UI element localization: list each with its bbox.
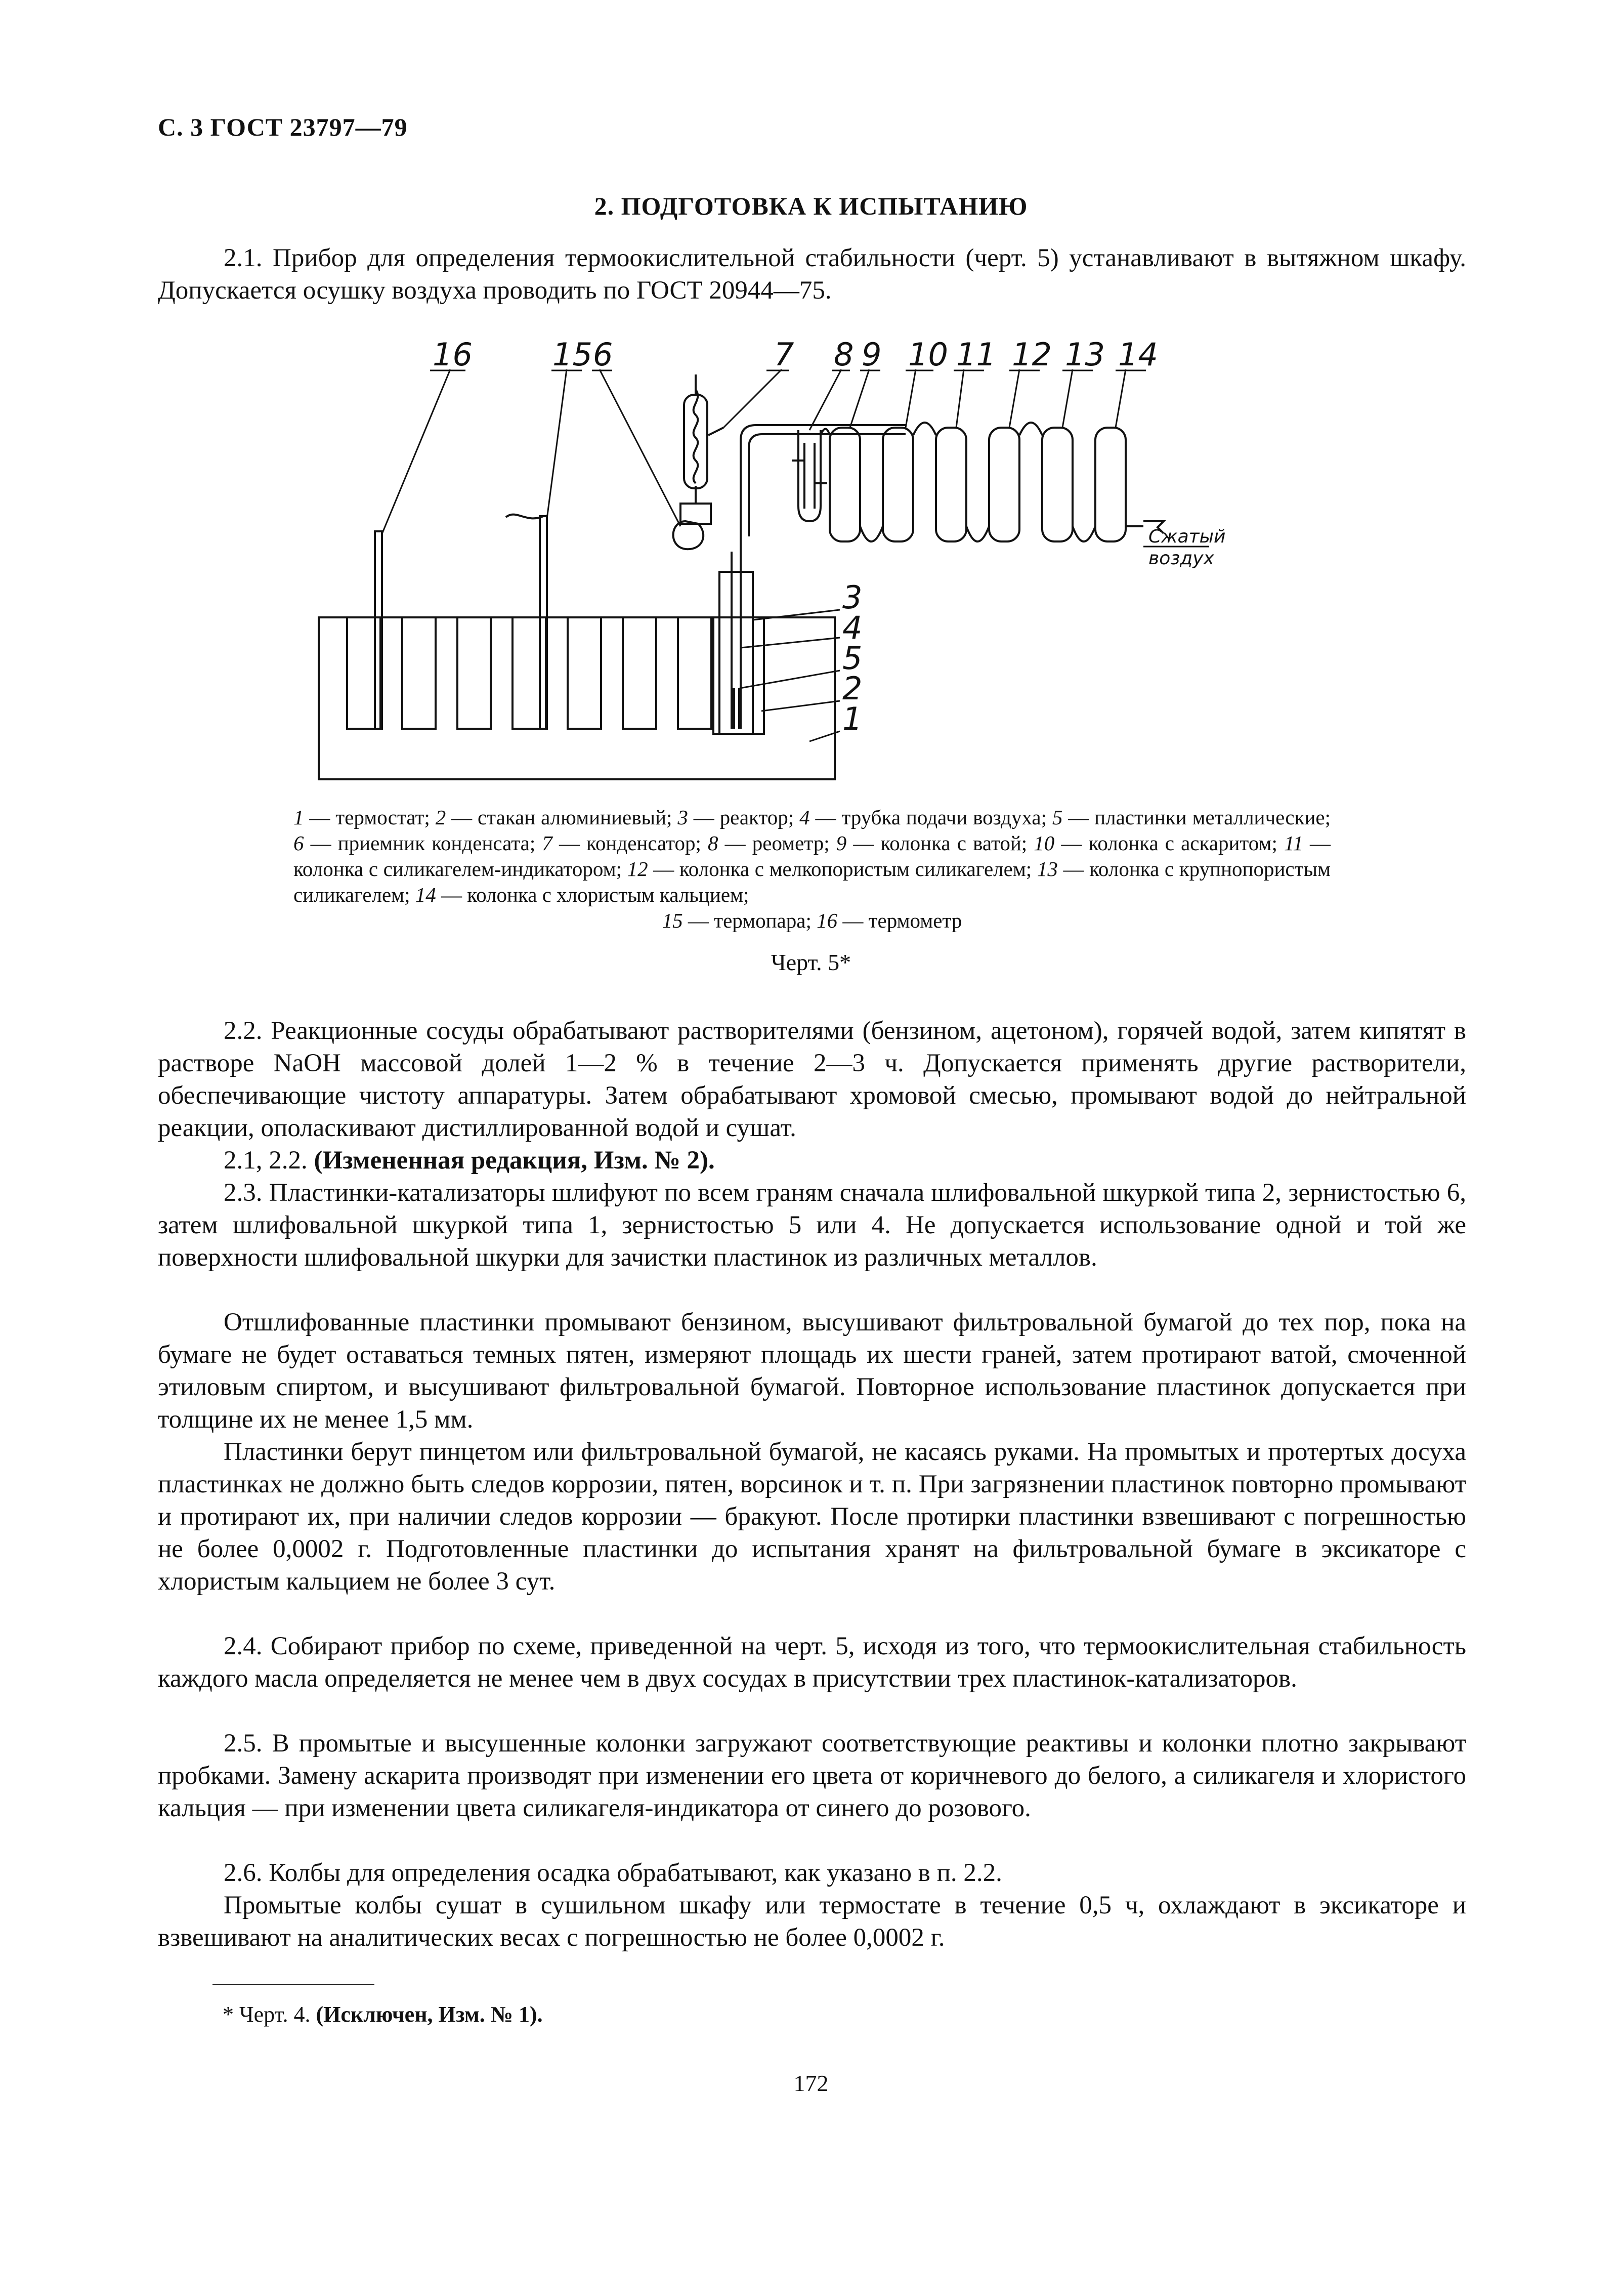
leader-13 xyxy=(1062,369,1073,428)
fig-label-3: 3 xyxy=(842,579,863,616)
caption-item: 12 — колонка с мелкопористым силикагелем; xyxy=(627,857,1037,881)
vessel xyxy=(457,617,491,729)
caption-item: 4 — трубка подачи воздуха; xyxy=(799,806,1052,829)
caption-item: 6 — приемник конденсата; xyxy=(293,831,542,855)
caption-last-line: 15 — термопара; 16 — термометр xyxy=(662,909,962,932)
vessel xyxy=(513,617,546,729)
fig-label-6: 6 xyxy=(593,336,613,373)
fig-label-15: 15 xyxy=(552,336,592,373)
reactor xyxy=(719,572,753,734)
fig-label-9: 9 xyxy=(862,336,882,373)
fig-label-13: 13 xyxy=(1065,336,1105,373)
fig-label-16: 16 xyxy=(433,336,473,373)
fig-label-11: 11 xyxy=(956,336,996,373)
figure-caption xyxy=(293,805,1331,934)
caption-item: 3 — реактор; xyxy=(677,806,800,829)
vessel xyxy=(402,617,436,729)
caption-item: 5 — пластинки металлические; xyxy=(1052,806,1331,829)
page-number: 172 xyxy=(793,2070,829,2096)
fig-label-2: 2 xyxy=(842,670,863,707)
leader-12 xyxy=(1009,369,1019,428)
apparatus-diagram xyxy=(304,334,1326,789)
paragraph-2-3-c: Пластинки берут пинцетом или фильтровальной бумагой, не касаясь руками. На промытых и протертых досуха пластинках не должно быть следов коррозии, пятен, ворсинок и т. п. При загрязнении пластинок повторно промывают и протирают их, при наличии следов коррозии — бракуют. После протирки пластинки взвешивают с погрешностью не более 0,0002 г. Подготовленные пластинки до испытания хранят на фильтровальной бумаге в эксикаторе с хлористым кальцием не более 3 сут. xyxy=(158,1438,1466,1596)
fig-label-7: 7 xyxy=(774,336,794,373)
section-title: 2. ПОДГОТОВКА К ИСПЫТАНИЮ xyxy=(594,192,1028,220)
fig-label-8: 8 xyxy=(834,336,854,373)
leader-15 xyxy=(547,369,567,519)
caption-item: 13 — колонка с крупнопористым силикагелем; xyxy=(293,857,1331,906)
caption-item: 14 — колонка с хлористым кальцием; xyxy=(415,883,749,906)
paragraph-2-5: 2.5. В промытые и высушенные колонки загружают соответствующие реактивы и колонки плотно закрывают пробками. Замену аскарита производят при изменении его цвета от коричневого до белого, а силикагеля и хлористого кальция — при изменении цвета силикагеля-индикатора от синего до розового. xyxy=(158,1729,1466,1822)
column-11 xyxy=(936,428,966,541)
paragraph-2-3: 2.3. Пластинки-катализаторы шлифуют по всем граням сначала шлифовальной шкуркой типа 2, зернистостью 6, затем шлифовальной шкуркой типа 1, зернистостью 5 или 4. Не допускается использование одной и той же поверхности шлифовальной шкурки для зачистки пластинок из различных металлов. xyxy=(158,1179,1466,1272)
paragraph-2-6: 2.6. Колбы для определения осадка обрабатывают, как указано в п. 2.2. xyxy=(224,1859,1002,1887)
leader-7 xyxy=(723,369,782,428)
fig-label-10: 10 xyxy=(908,336,948,373)
column-9 xyxy=(830,428,860,541)
fig-label-1: 1 xyxy=(842,700,863,737)
paragraph-2-6-b: Промытые колбы сушат в сушильном шкафу или термостате в течение 0,5 ч, охлаждают в эксикаторе и взвешивают на аналитических весах с погрешностью не более 0,0002 г. xyxy=(158,1891,1466,1952)
footnote: * Черт. 4. (Исключен, Изм. № 1). xyxy=(223,2002,543,2027)
column-12 xyxy=(989,428,1019,541)
paragraph-2-1: 2.1. Прибор для определения термоокислительной стабильности (черт. 5) устанавливают в вытяжном шкафу. Допускается осушку воздуха проводить по ГОСТ 20944—75. xyxy=(158,244,1466,305)
leader-9 xyxy=(850,369,869,428)
figure-label: Черт. 5* xyxy=(771,949,851,975)
caption-item: 10 — колонка с аскаритом; xyxy=(1034,831,1284,855)
condenser xyxy=(684,395,707,488)
footnote-divider xyxy=(212,1984,374,1985)
column-10 xyxy=(883,428,913,541)
edit-note: 2.1, 2.2. (Измененная редакция, Изм. № 2). xyxy=(224,1146,715,1175)
condensate-receiver xyxy=(673,521,704,549)
vessel xyxy=(568,617,601,729)
paragraph-2-2: 2.2. Реакционные сосуды обрабатывают растворителями (бензином, ацетоном), горячей водой, затем кипятят в растворе NaOH массовой долей 1—2 % в течение 2—3 ч. Допускается применять другие растворители, обеспечивающие чистоту аппаратуры. Затем обрабатывают хромовой смесью, промывают водой до нейтральной реакции, ополаскивают дистиллированной водой и сушат. xyxy=(158,1017,1466,1142)
fig-label-4: 4 xyxy=(842,609,863,646)
leader-4 xyxy=(741,638,840,648)
caption-item: 8 — реометр; xyxy=(708,831,836,855)
paragraph-2-4: 2.4. Собирают прибор по схеме, приведенной на черт. 5, исходя из того, что термоокислительная стабильность каждого масла определяется не менее чем в двух сосудах в присутствии трех пластинок-катализаторов. xyxy=(158,1632,1466,1693)
caption-item: 1 — термостат; xyxy=(293,806,436,829)
leader-8 xyxy=(809,369,841,430)
fig-label-14: 14 xyxy=(1118,336,1158,373)
vessel xyxy=(623,617,656,729)
rheometer xyxy=(798,430,821,521)
air-label-line1: Сжатый xyxy=(1148,526,1226,547)
vessel xyxy=(678,617,711,729)
leader-10 xyxy=(906,369,916,428)
column-14 xyxy=(1095,428,1126,541)
fig-label-12: 12 xyxy=(1012,336,1052,373)
leader-5 xyxy=(740,671,840,688)
column-13 xyxy=(1042,428,1073,541)
leader-14 xyxy=(1116,369,1126,428)
caption-item: 11 — колонка с силикагелем-индикатором; xyxy=(293,831,1331,881)
leader-2 xyxy=(761,701,840,711)
caption-item: 2 — стакан алюминиевый; xyxy=(435,806,678,829)
caption-item: 9 — колонка с ватой; xyxy=(836,831,1034,855)
caption-item: 7 — конденсатор; xyxy=(542,831,708,855)
air-label-line2: воздух xyxy=(1148,548,1214,569)
fig-label-5: 5 xyxy=(842,640,863,677)
leader-6 xyxy=(600,369,680,526)
page-header: С. 3 ГОСТ 23797—79 xyxy=(158,113,408,141)
paragraph-2-3-b: Отшлифованные пластинки промывают бензином, высушивают фильтровальной бумагой до тех пор, пока на бумаге не будет оставаться темных пятен, измеряют площадь их шести граней, затем протирают ватой, смоченной этиловым спиртом, и высушивают фильтровальной бумагой. Повторное использование пластинок допускается при толщине их не менее 1,5 мм. xyxy=(158,1308,1466,1434)
thermostat-body xyxy=(319,617,835,779)
leader-16 xyxy=(382,369,450,534)
leader-11 xyxy=(956,369,964,428)
